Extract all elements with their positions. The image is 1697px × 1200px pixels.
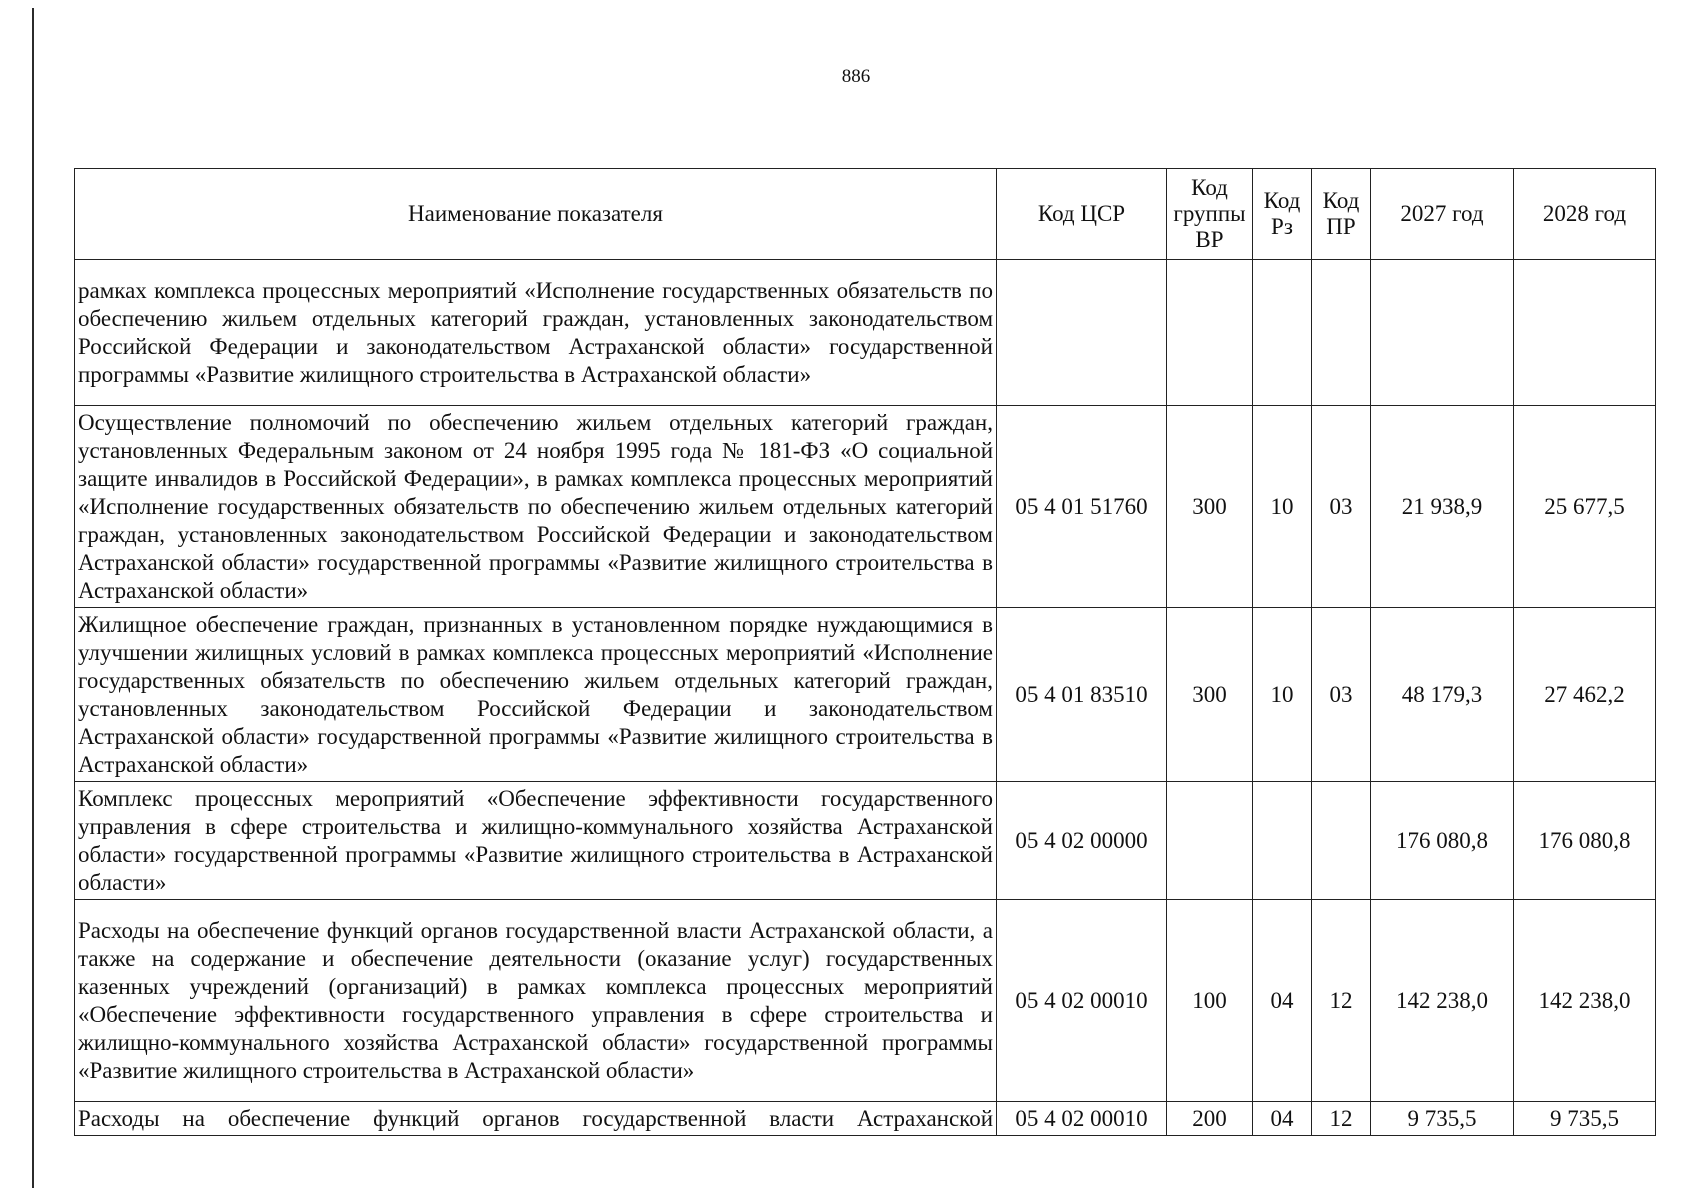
table-row: [75, 608, 1656, 782]
row-2028: 27 462,2: [1514, 608, 1656, 782]
row-2028: 176 080,8: [1514, 782, 1656, 900]
header-2028: 2028 год: [1514, 169, 1656, 260]
header-2027: 2027 год: [1371, 169, 1514, 260]
table-row: [75, 900, 1656, 1102]
row-2028: [1514, 260, 1656, 406]
table-header-row: [75, 169, 1656, 260]
page-margin-line: [32, 8, 34, 1188]
row-2027: 176 080,8: [1371, 782, 1514, 900]
row-2028: 142 238,0: [1514, 900, 1656, 1102]
row-name: Комплекс процессных мероприятий «Обеспечение эффективности государственного управления в сфере строительства и жилищно-коммунального хозяйства Астраханской области» государственной программы «Развитие жилищного строительства в Астраханской области»: [75, 782, 997, 900]
page-number: 886: [841, 66, 871, 87]
row-vr: 300: [1167, 406, 1253, 608]
row-vr: 300: [1167, 608, 1253, 782]
row-rz: 04: [1253, 1102, 1312, 1136]
header-rz: Код Рз: [1253, 169, 1312, 260]
row-csr: 05 4 02 00010: [997, 1102, 1167, 1136]
row-name: рамках комплекса процессных мероприятий «Исполнение государственных обязательств по обеспечению жильем отдельных категорий граждан, установленных законодательством Российской Федерации и законодательством Астраханской области» государственной программы «Развитие жилищного строительства в Астраханской области»: [75, 260, 997, 406]
row-csr: 05 4 02 00000: [997, 782, 1167, 900]
header-csr: Код ЦСР: [997, 169, 1167, 260]
row-name: Расходы на обеспечение функций органов государственной власти Астраханской области, а также на содержание и обеспечение деятельности (оказание услуг) государственных казенных учреждений (организаций) в рамках комплекса процессных мероприятий «Обеспечение эффективности государственного управления в сфере строительства и жилищно-коммунального хозяйства Астраханской области» государственной программы «Развитие жилищного строительства в Астраханской области»: [75, 900, 997, 1102]
budget-table: [74, 168, 1656, 1136]
row-pr: [1312, 260, 1371, 406]
table-row: [75, 406, 1656, 608]
row-pr: 12: [1312, 1102, 1371, 1136]
row-2027: 142 238,0: [1371, 900, 1514, 1102]
header-vr: Код группы ВР: [1167, 169, 1253, 260]
row-name: Расходы на обеспечение функций органов государственной власти Астраханской: [75, 1102, 997, 1136]
table-row: [75, 782, 1656, 900]
row-pr: [1312, 782, 1371, 900]
row-2028: 9 735,5: [1514, 1102, 1656, 1136]
row-vr: [1167, 782, 1253, 900]
row-rz: [1253, 782, 1312, 900]
row-rz: 04: [1253, 900, 1312, 1102]
row-rz: 10: [1253, 406, 1312, 608]
row-pr: 12: [1312, 900, 1371, 1102]
row-2027: [1371, 260, 1514, 406]
row-2028: 25 677,5: [1514, 406, 1656, 608]
row-csr: 05 4 01 83510: [997, 608, 1167, 782]
table-row: [75, 1102, 1656, 1136]
row-2027: 48 179,3: [1371, 608, 1514, 782]
row-pr: 03: [1312, 406, 1371, 608]
row-2027: 9 735,5: [1371, 1102, 1514, 1136]
row-rz: [1253, 260, 1312, 406]
row-rz: 10: [1253, 608, 1312, 782]
row-csr: 05 4 01 51760: [997, 406, 1167, 608]
header-name: Наименование показателя: [75, 169, 997, 260]
table-row: [75, 260, 1656, 406]
row-name: Жилищное обеспечение граждан, признанных в установленном порядке нуждающимися в улучшении жилищных условий в рамках комплекса процессных мероприятий «Исполнение государственных обязательств по обеспечению жильем отдельных категорий граждан, установленных законодательством Российской Федерации и законодательством Астраханской области» государственной программы «Развитие жилищного строительства в Астраханской области»: [75, 608, 997, 782]
row-vr: 200: [1167, 1102, 1253, 1136]
row-vr: 100: [1167, 900, 1253, 1102]
row-pr: 03: [1312, 608, 1371, 782]
row-vr: [1167, 260, 1253, 406]
header-pr: Код ПР: [1312, 169, 1371, 260]
row-2027: 21 938,9: [1371, 406, 1514, 608]
row-csr: [997, 260, 1167, 406]
row-name: Осуществление полномочий по обеспечению жильем отдельных категорий граждан, установленных Федеральным законом от 24 ноября 1995 года № 181-ФЗ «О социальной защите инвалидов в Российской Федерации», в рамках комплекса процессных мероприятий «Исполнение государственных обязательств по обеспечению жильем отдельных категорий граждан, установленных законодательством Российской Федерации и законодательством Астраханской области» государственной программы «Развитие жилищного строительства в Астраханской области»: [75, 406, 997, 608]
row-csr: 05 4 02 00010: [997, 900, 1167, 1102]
